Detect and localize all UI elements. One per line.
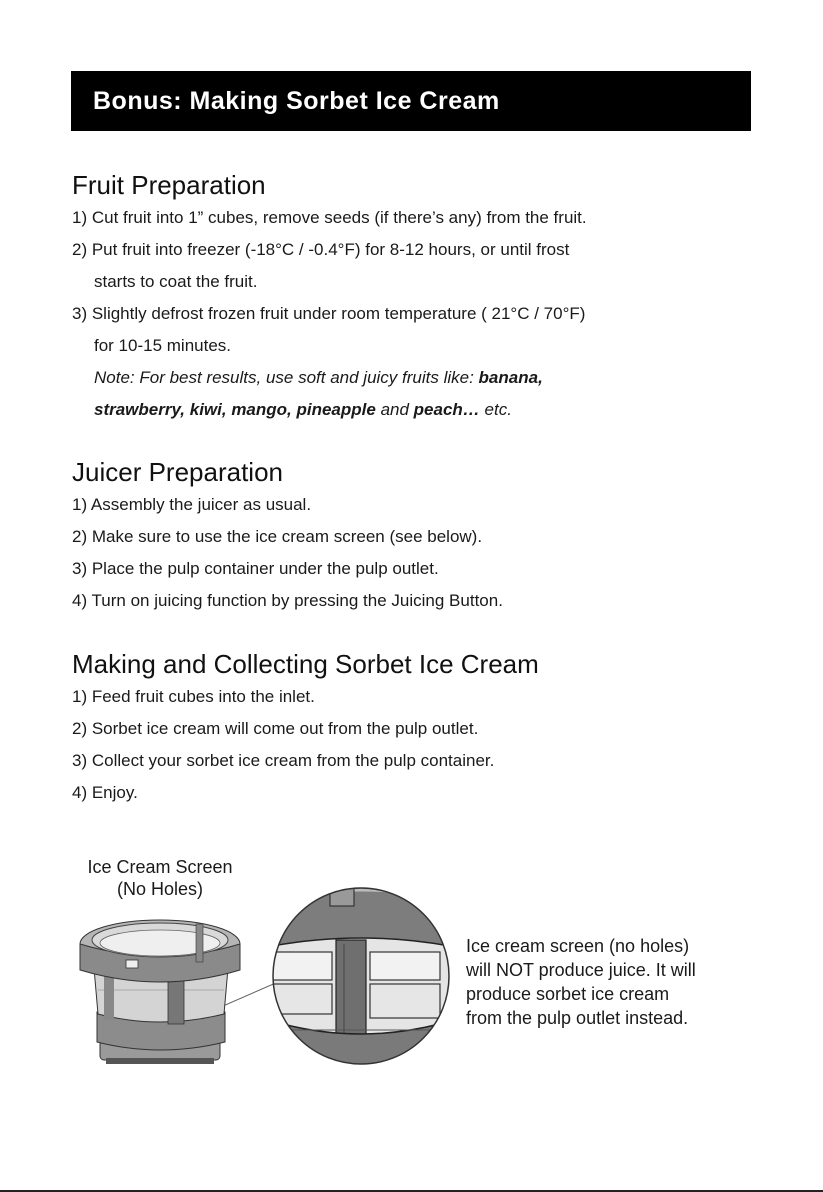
making-collecting-heading: Making and Collecting Sorbet Ice Cream [72,649,539,679]
banner-title: Bonus: Making Sorbet Ice Cream [93,86,500,115]
note-and: and [375,400,414,419]
description-line: from the pulp outlet instead. [466,1008,689,1028]
juicer-step: 4) Turn on juicing function by pressing the Juicing Button. [72,591,503,610]
fruit-step-2-line-1: 2) Put fruit into freezer (-18°C / -0.4°F) for 8-12 hours, or until frost [72,240,570,259]
fruit-step-2-line-2: starts to coat the fruit. [94,272,258,291]
ice-cream-screen-description [466,934,756,1030]
fruit-step-3-line-1: 3) Slightly defrost frozen fruit under room temperature ( 21°C / 70°F) [72,304,586,323]
caption-line-1: Ice Cream Screen [87,857,233,877]
description-line: produce sorbet ice cream [466,984,670,1004]
fruit-step-3-line-2: for 10-15 minutes. [94,336,232,355]
note-fruits-1: banana, [478,368,543,387]
zoom-detail-image [262,886,460,1070]
note-fruits-3: peach… [413,400,480,419]
making-step: 4) Enjoy. [72,783,138,802]
making-step: 2) Sorbet ice cream will come out from the pulp outlet. [72,719,479,738]
fruit-step-1: 1) Cut fruit into 1” cubes, remove seeds (if there’s any) from the fruit. [72,208,587,227]
note-fruits-2: strawberry, kiwi, mango, pineapple [94,400,376,419]
caption-line-2: (No Holes) [116,879,204,899]
fruit-preparation-heading: Fruit Preparation [72,170,266,200]
juicer-step: 3) Place the pulp container under the pulp outlet. [72,559,439,578]
making-step: 1) Feed fruit cubes into the inlet. [72,687,315,706]
ice-cream-screen-image [80,920,240,1064]
juicer-preparation-heading: Juicer Preparation [72,457,283,487]
making-step: 3) Collect your sorbet ice cream from the pulp container. [72,751,495,770]
juicer-step: 2) Make sure to use the ice cream screen (see below). [72,527,483,546]
juicer-step: 1) Assembly the juicer as usual. [72,495,312,514]
ice-cream-screen-caption [72,856,248,900]
note-prefix: Note: For best results, use soft and juicy fruits like: [94,368,479,387]
note-suffix: etc. [479,400,512,419]
description-line: will NOT produce juice. It will [466,960,696,980]
description-line: Ice cream screen (no holes) [466,936,690,956]
